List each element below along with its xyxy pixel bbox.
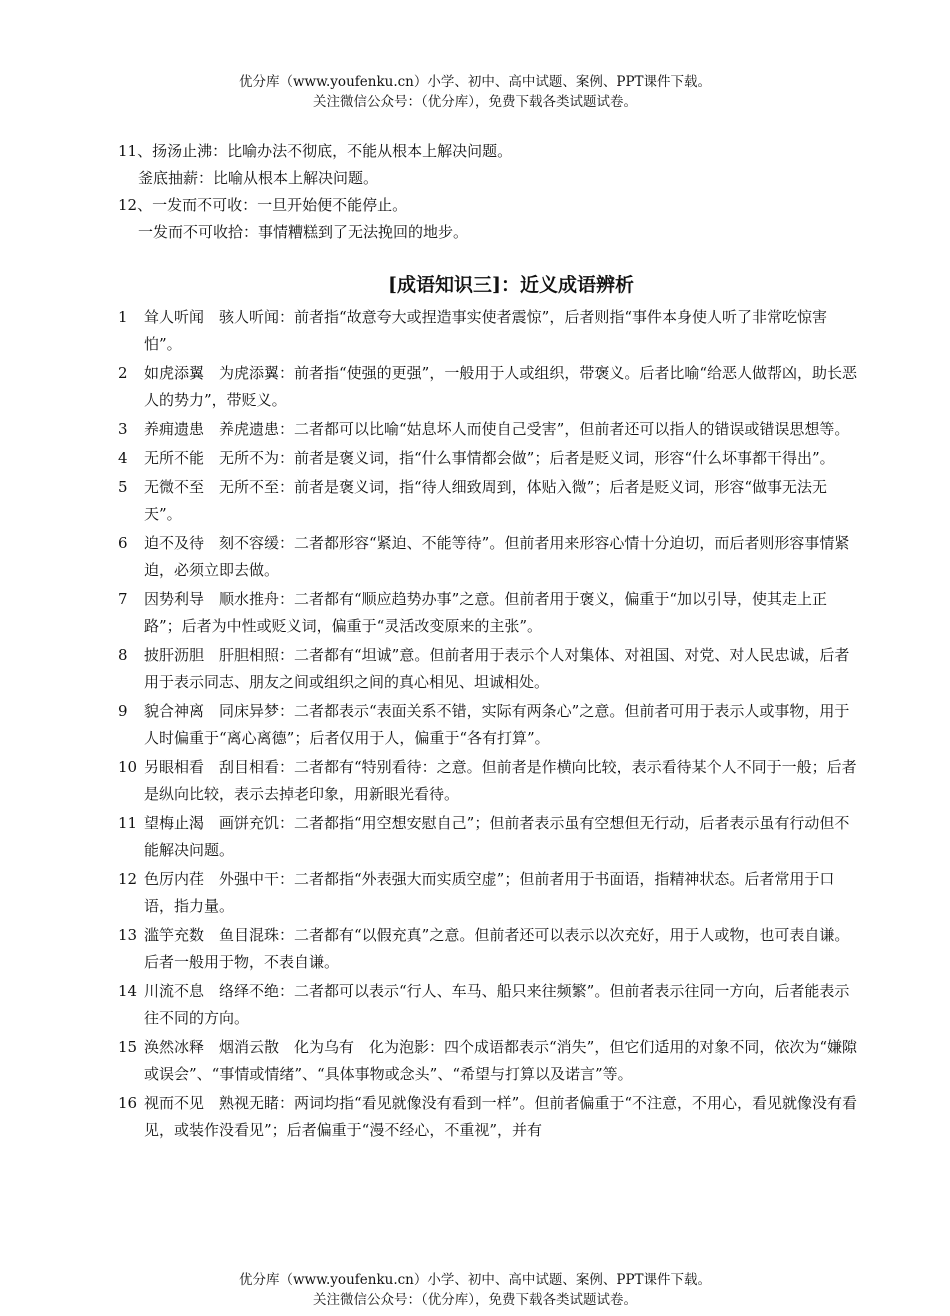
- idiom-entry-list: [118, 304, 864, 1144]
- idiom-entry: [118, 698, 864, 752]
- entry-number: 3: [118, 420, 128, 438]
- entry-text: 迫不及待 刻不容缓：二者都形容“紧迫、不能等待”。但前者用来形容心情十分迫切，而后者则形容事情紧迫，必须立即去做。: [144, 534, 850, 579]
- idiom-entry: [118, 754, 864, 808]
- header-line-2: 关注微信公众号：（优分库），免费下载各类试题试卷。: [313, 94, 637, 110]
- idiom-entry: [118, 1090, 864, 1144]
- idiom-entry: [118, 474, 864, 528]
- entry-text: 川流不息 络绎不绝：二者都可以表示“行人、车马、船只来往频繁”。但前者表示往同一方向，后者能表示往不同的方向。: [144, 982, 850, 1027]
- entry-text: 望梅止渴 画饼充饥：二者都指“用空想安慰自己”；但前者表示虽有空想但无行动，后者表示虽有行动但不能解决问题。: [144, 814, 850, 859]
- entry-text: 耸人听闻 骇人听闻：前者指“故意夸大或捏造事实使者震惊”，后者则指“事件本身使人听了非常吃惊害怕”。: [144, 308, 828, 353]
- idiom-entry: [118, 922, 864, 976]
- entry-text: 如虎添翼 为虎添翼：前者指“使强的更强”，一般用于人或组织，带褒义。后者比喻“给恶人做帮凶，助长恶人的势力”，带贬义。: [144, 364, 858, 409]
- top-item-3: 12、一发而不可收：一旦开始便不能停止。: [118, 196, 408, 214]
- entry-number: 6: [118, 534, 128, 552]
- idiom-entry: [118, 416, 864, 443]
- entry-text: 无所不能 无所不为：前者是褒义词，指“什么事情都会做”；后者是贬义词，形容“什么坏事都干得出”。: [144, 449, 835, 467]
- entry-number: 2: [118, 364, 128, 382]
- footer-line-1: 优分库（www.youfenku.cn）小学、初中、高中试题、案例、PPT课件下载。: [238, 1272, 712, 1288]
- entry-number: 4: [118, 449, 128, 467]
- header-line-1: 优分库（www.youfenku.cn）小学、初中、高中试题、案例、PPT课件下载。: [238, 74, 712, 90]
- entry-text: 涣然冰释 烟消云散 化为乌有 化为泡影：四个成语都表示“消失”，但它们适用的对象不同，依次为“嫌隙或误会”、“事情或情绪”、“具体事物或念头”、“希望与打算以及诺言”等。: [144, 1038, 858, 1083]
- entry-text: 视而不见 熟视无睹：两词均指“看见就像没有看到一样”。但前者偏重于“不注意，不用心，看见就像没有看见，或装作没看见”；后者偏重于“漫不经心，不重视”，并有: [144, 1094, 858, 1139]
- entry-text: 披肝沥胆 肝胆相照：二者都有“坦诚”意。但前者用于表示个人对集体、对祖国、对党、对人民忠诚，后者用于表示同志、朋友之间或组织之间的真心相见、坦诚相处。: [144, 646, 850, 691]
- entry-number: 1: [118, 308, 128, 326]
- idiom-entry: [118, 810, 864, 864]
- entry-number: 13: [118, 926, 138, 944]
- footer-line-2: 关注微信公众号：（优分库），免费下载各类试题试卷。: [313, 1292, 637, 1308]
- top-item-4: 一发而不可收拾：事情糟糕到了无法挽回的地步。: [138, 223, 469, 241]
- entry-text: 无微不至 无所不至：前者是褒义词，指“待人细致周到，体贴入微”；后者是贬义词，形容“做事无法无天”。: [144, 478, 828, 523]
- entry-text: 另眼相看 刮目相看：二者都有“特别看待：之意。但前者是作横向比较，表示看待某个人不同于一般；后者是纵向比较，表示去掉老印象，用新眼光看待。: [144, 758, 857, 803]
- entry-text: 因势利导 顺水推舟：二者都有“顺应趋势办事”之意。但前者用于褒义，偏重于“加以引导，使其走上正路”；后者为中性或贬义词，偏重于“灵活改变原来的主张”。: [144, 590, 828, 635]
- idiom-entry: [118, 445, 864, 472]
- section-title: [成语知识三]：近义成语辨析: [388, 274, 634, 296]
- page-header: [0, 72, 950, 112]
- idiom-entry: [118, 642, 864, 696]
- top-item-1: 11、扬汤止沸：比喻办法不彻底，不能从根本上解决问题。: [118, 142, 513, 160]
- page-footer: [0, 1270, 950, 1310]
- top-item-2: 釜底抽薪：比喻从根本上解决问题。: [138, 169, 379, 187]
- entry-number: 12: [118, 870, 138, 888]
- entry-number: 9: [118, 702, 128, 720]
- idiom-entry: [118, 360, 864, 414]
- entry-number: 7: [118, 590, 128, 608]
- entry-number: 15: [118, 1038, 138, 1056]
- idiom-entry: [118, 530, 864, 584]
- entry-number: 10: [118, 758, 138, 776]
- document-body: [118, 138, 864, 1146]
- entry-number: 11: [118, 814, 138, 832]
- idiom-entry: [118, 978, 864, 1032]
- entry-number: 8: [118, 646, 128, 664]
- entry-number: 14: [118, 982, 138, 1000]
- entry-number: 5: [118, 478, 128, 496]
- entry-text: 养痈遗患 养虎遗患：二者都可以比喻“姑息坏人而使自己受害”，但前者还可以指人的错误或错误思想等。: [144, 420, 850, 438]
- idiom-entry: [118, 866, 864, 920]
- idiom-entry: [118, 304, 864, 358]
- entry-text: 滥竽充数 鱼目混珠：二者都有“以假充真”之意。但前者还可以表示以次充好，用于人或物，也可表自谦。后者一般用于物，不表自谦。: [144, 926, 850, 971]
- entry-number: 16: [118, 1094, 138, 1112]
- idiom-entry: [118, 586, 864, 640]
- entry-text: 貌合神离 同床异梦：二者都表示“表面关系不错，实际有两条心”之意。但前者可用于表示人或事物，用于人时偏重于“离心离德”；后者仅用于人，偏重于“各有打算”。: [144, 702, 850, 747]
- entry-text: 色厉内荏 外强中干：二者都指“外表强大而实质空虚”；但前者用于书面语，指精神状态。后者常用于口语，指力量。: [144, 870, 835, 915]
- idiom-entry: [118, 1034, 864, 1088]
